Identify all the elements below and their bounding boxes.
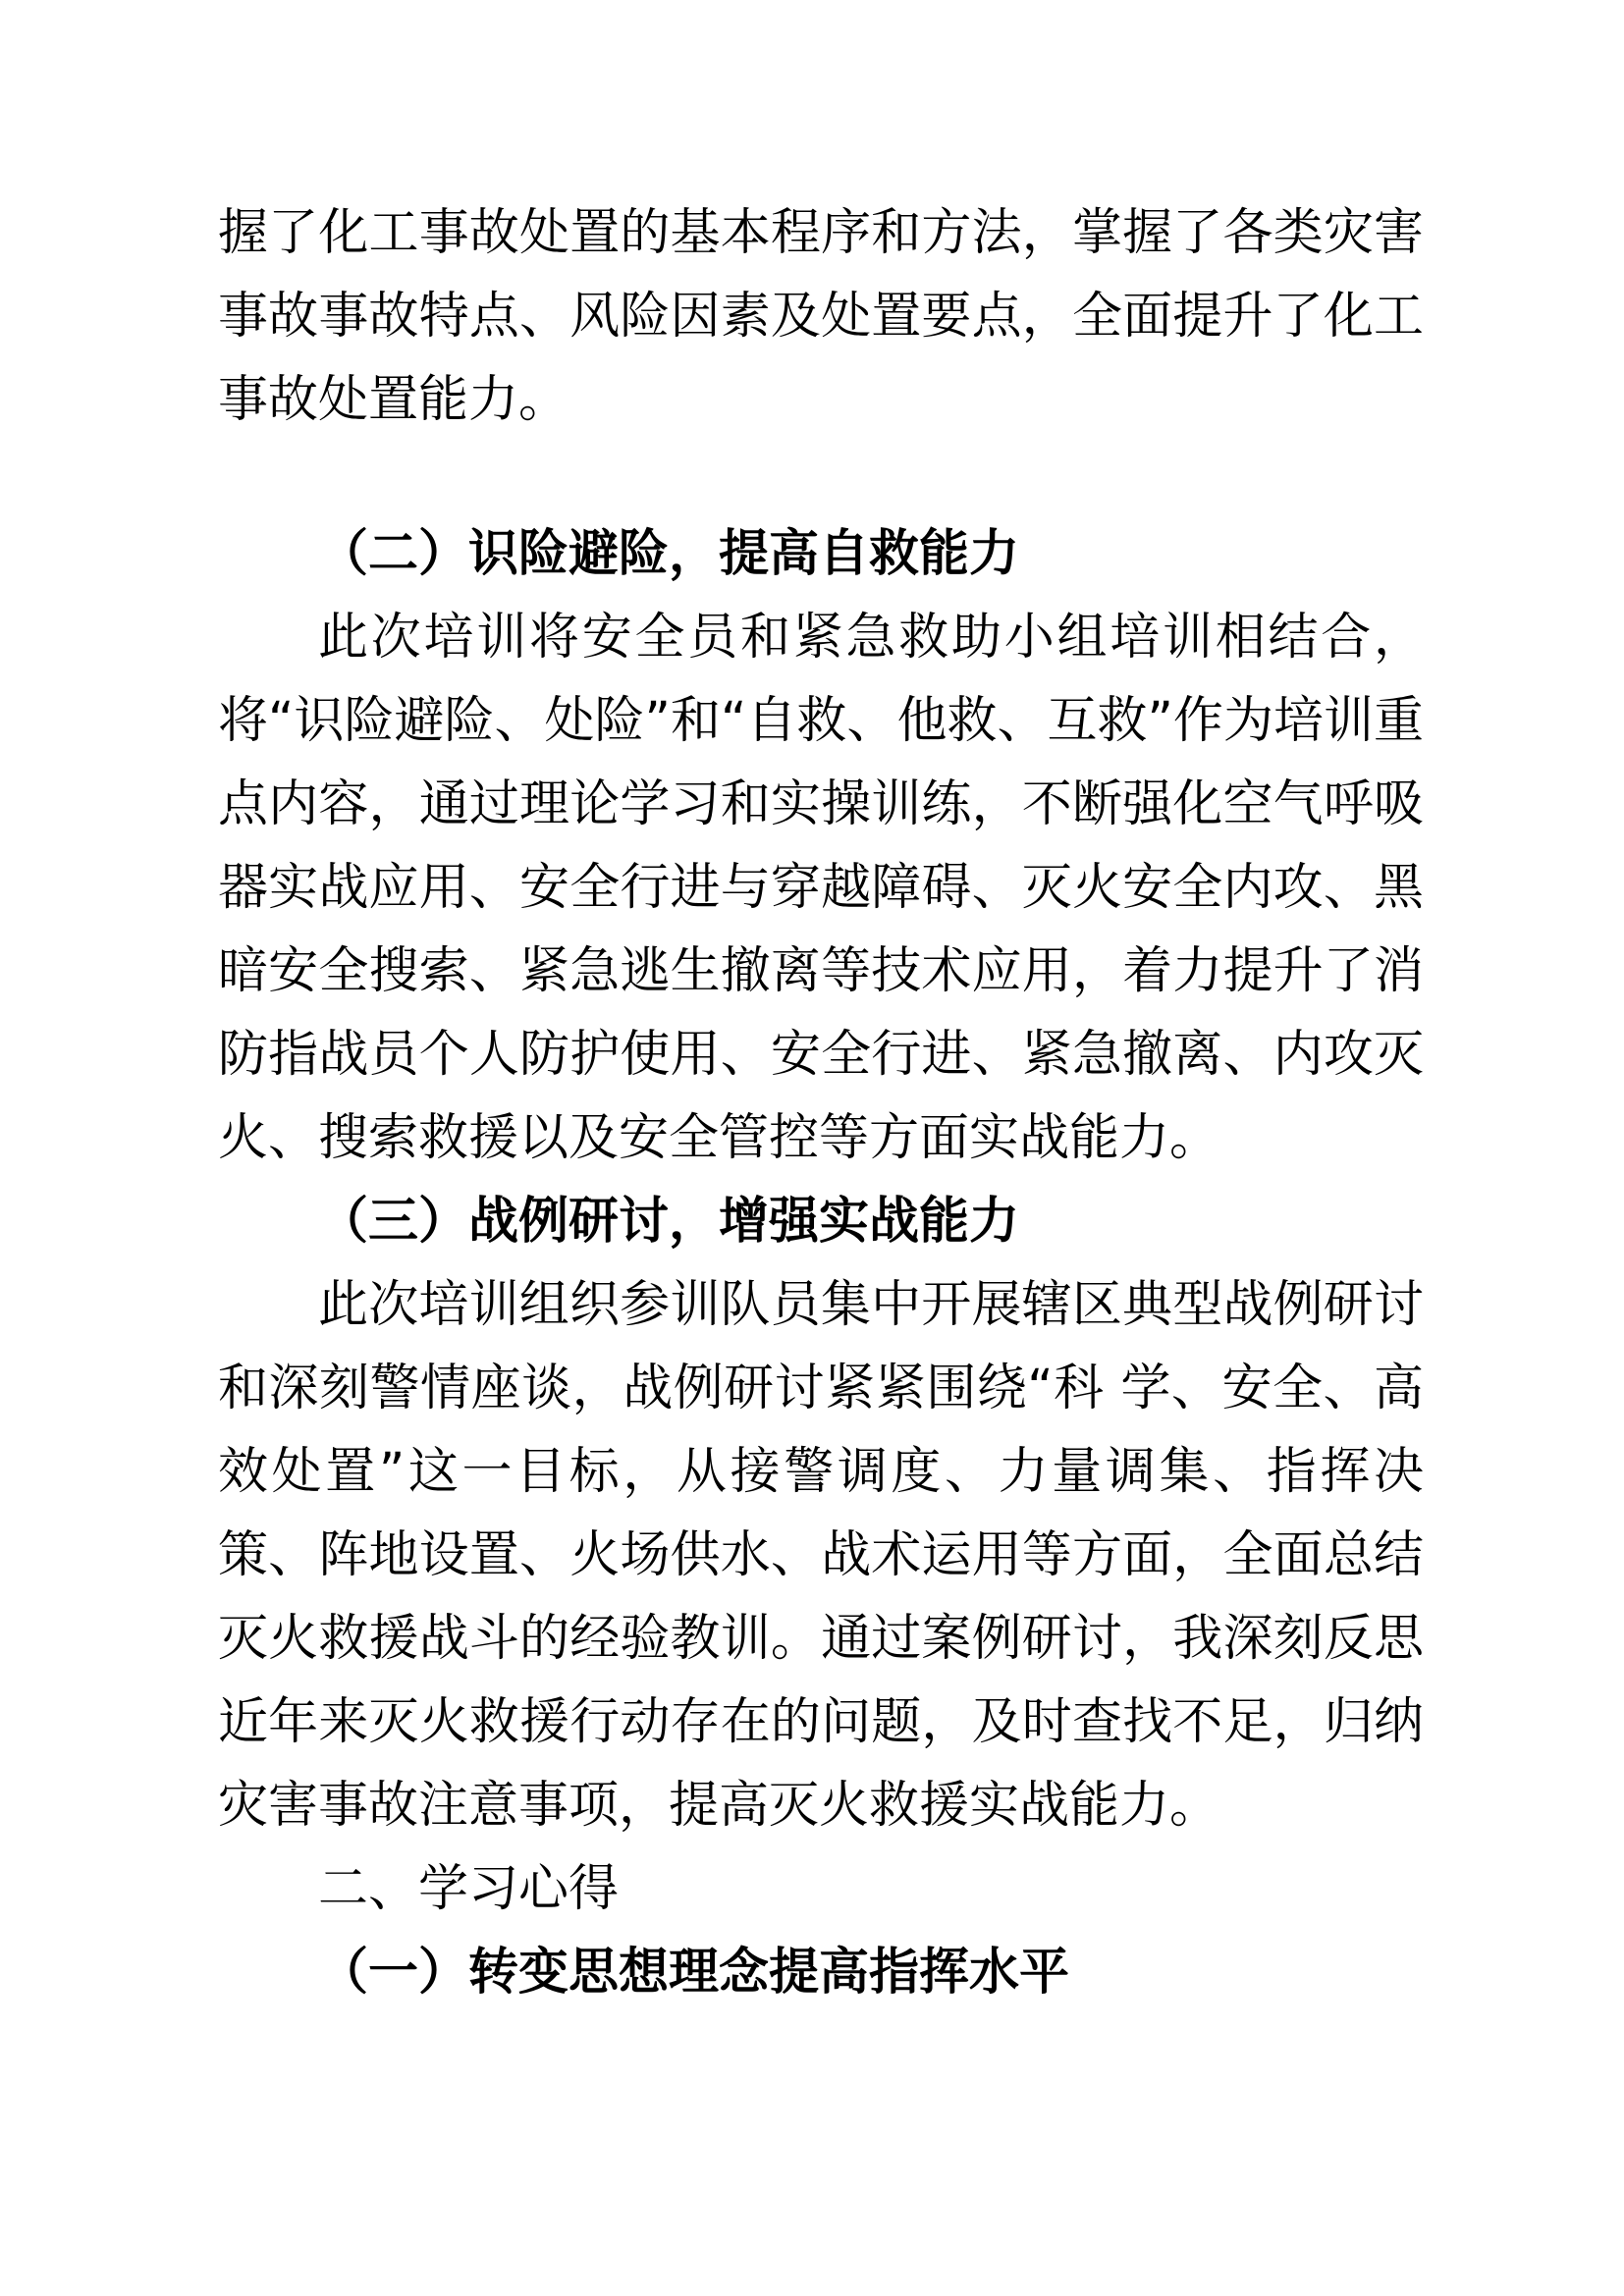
spacer-before-heading-2 <box>218 442 1424 512</box>
paragraph-subsection-two: 此次培训将安全员和紧急救助小组培训相结合，将“识险避险、处险”和“自救、他救、互救”作为培训重点内容，通过理论学习和实操训练，不断强化空气呼吸器实战应用、安全行进与穿越障碍、灭火安全内攻、黑暗安全搜索、紧急逃生撤离等技术应用，着力提升了消防指战员个人防护使用、安全行进、紧急撤离、内攻灭火、搜索救援以及安全管控等方面实战能力。 <box>218 609 1424 1167</box>
heading-section-two-study-notes: 二、学习心得 <box>318 1860 620 1918</box>
heading-study-notes-subsection-one: （一）转变思想理念提高指挥水平 <box>318 1944 1070 2002</box>
heading-section-two-subsection-three: （三）战例研讨，增强实战能力 <box>318 1193 1020 1251</box>
heading-section-two-subsection-two: （二）识险避险，提高自救能力 <box>318 525 1020 583</box>
paragraph-continued: 握了化工事故处置的基本程序和方法，掌握了各类灾害事故事故特点、风险因素及处置要点，全面提升了化工事故处置能力。 <box>218 204 1424 429</box>
paragraph-subsection-three: 此次培训组织参训队员集中开展辖区典型战例研讨和深刻警情座谈，战例研讨紧紧围绕“科 学、安全、高效处置”这一目标，从接警调度、力量调集、指挥决策、阵地设置、火场供水、战术运用等方面，全面总结灭火救援战斗的经验教训。通过案例研讨，我深刻反思近年来灭火救援行动存在的问题，及时查找不足，归纳灾害事故注意事项，提高灭火救援实战能力。 <box>218 1276 1424 1835</box>
document-body <box>218 191 1424 2014</box>
